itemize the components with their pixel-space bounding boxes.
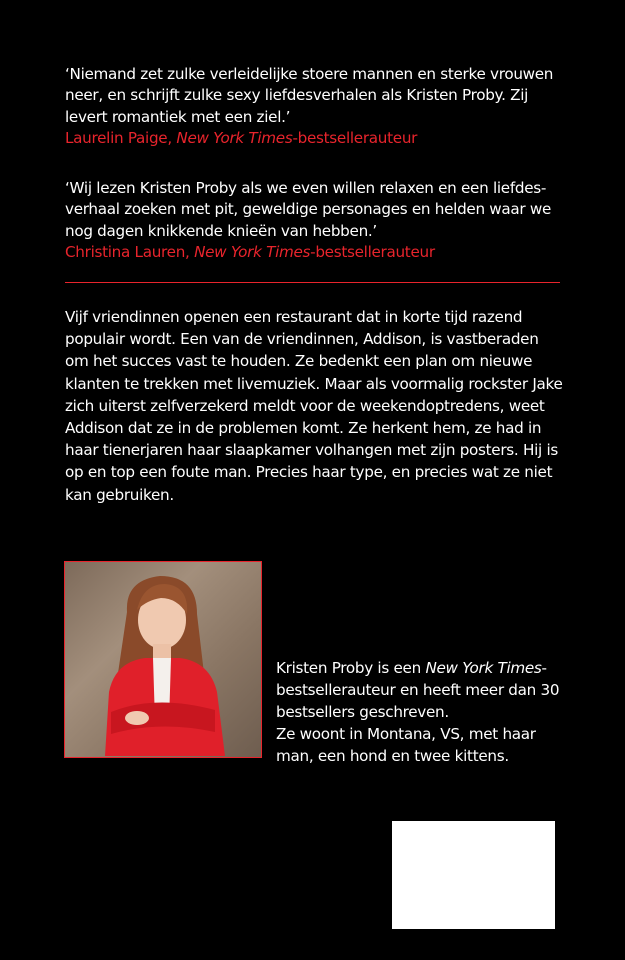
bio-source: New York Times [425,659,542,677]
author-portrait-illustration [65,562,260,756]
bio-rest-2: Ze woont in Montana, VS, met haar man, een hond en twee kittens. [276,725,536,765]
book-blurb: Vijf vriendinnen openen een restaurant dat in korte tijd razend populair wordt. Een van de vriendinnen, Addison, is vastberaden om het succes vast te houden. Ze bedenkt een plan om nieuwe klanten te trekken met livemuziek. Maar als voormalig rockster Jake zich uiterst zelfverzekerd meldt voor de weekendoptredens, weet Addison dat ze in de problemen komt. Ze herkent hem, ze had in haar tienerjaren haar slaapkamer volhangen met zijn posters. Hij is op en top een foute man. Precies haar type, en precies wat ze niet kan gebruiken. [65,308,563,504]
bio-rest-1: -bestsellerauteur en heeft meer dan 30 bestsellers geschreven. [276,659,560,721]
endorsement-quote-2 [65,178,565,264]
quote-text: ‘Wij lezen Kristen Proby als we even willen relaxen en een liefdes-verhaal zoeken met pit, geweldige personages en helden waar we nog dagen knikkende knieën van hebben.’ [65,179,552,240]
barcode-area [392,821,555,929]
quote-attribution [65,128,565,149]
quote-author: Christina Lauren, [65,243,190,262]
quote-text: ‘Niemand zet zulke verleidelijke stoere mannen en sterke vrouwen neer, en schrijft zulke sexy liefdesverhalen als Kristen Proby. Zij levert romantiek met een ziel.’ [65,65,554,126]
quote-source: New York Times [194,243,311,262]
quote-author-title: -bestsellerauteur [310,243,435,262]
quote-author: Laurelin Paige, [65,129,172,148]
author-photo [64,561,262,758]
quote-source: New York Times [176,129,293,148]
quote-attribution [65,242,565,263]
quote-author-title: -bestsellerauteur [292,129,418,148]
author-bio [276,657,566,767]
red-divider [65,282,560,283]
endorsement-quote-1 [65,64,565,150]
bio-intro: Kristen Proby is een [276,659,421,677]
